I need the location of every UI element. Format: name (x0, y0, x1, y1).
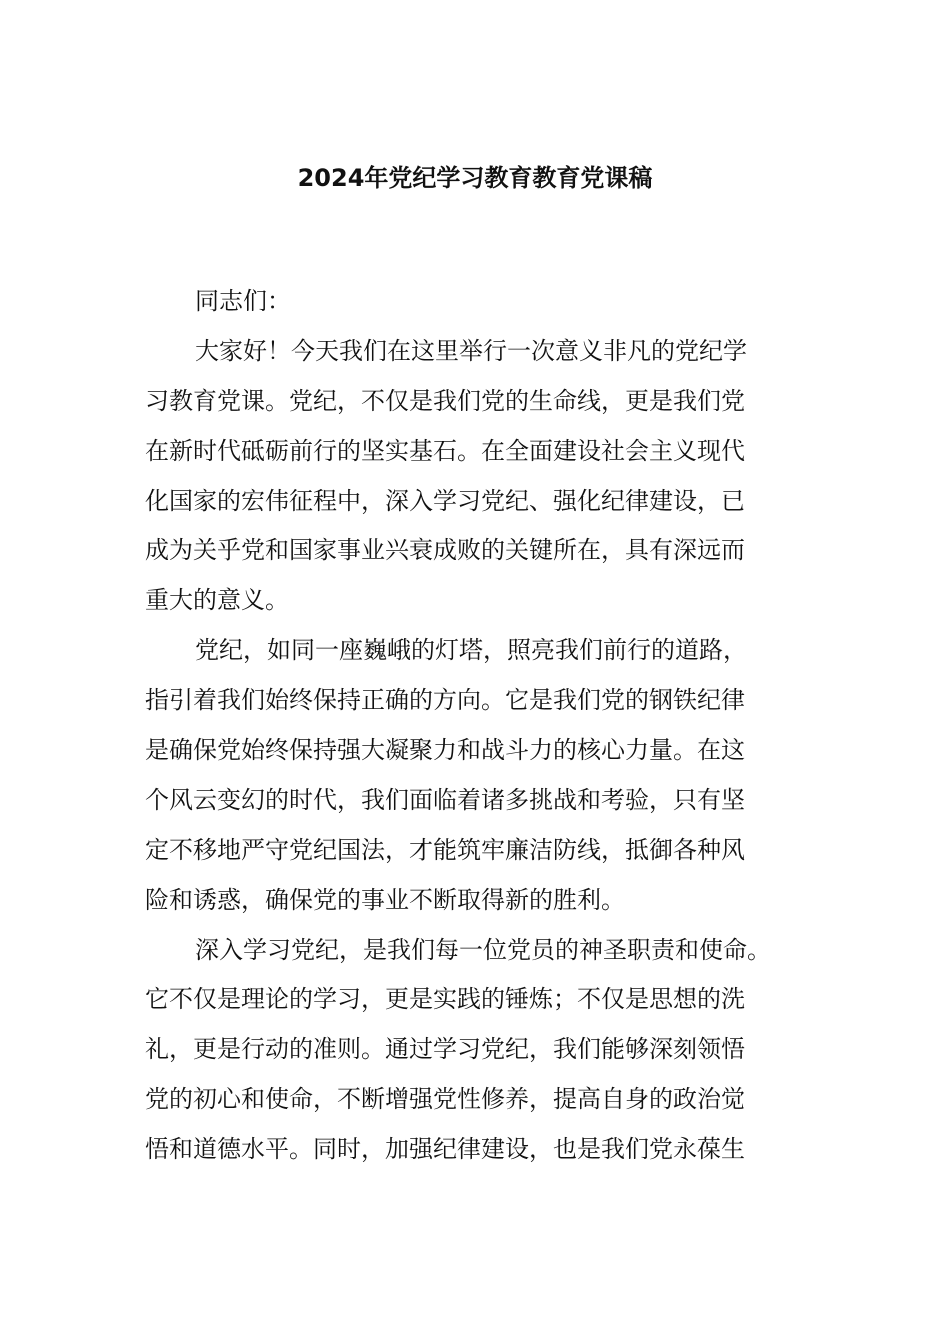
text-line: 深入学习党纪，是我们每一位党员的神圣职责和使命。 (195, 935, 771, 964)
salutation: 同志们： (195, 287, 291, 315)
text-line: 指引着我们始终保持正确的方向。它是我们党的钢铁纪律 (145, 686, 745, 715)
text-line: 习教育党课。党纪，不仅是我们党的生命线，更是我们党 (145, 386, 745, 415)
text-line: 定不移地严守党纪国法，才能筑牢廉洁防线，抵御各种风 (145, 835, 745, 864)
text-line: 重大的意义。 (145, 586, 289, 615)
document-title: 2024年党纪学习教育教育党课稿 (297, 164, 653, 192)
text-line: 党纪，如同一座巍峨的灯塔，照亮我们前行的道路， (195, 636, 747, 665)
text-line: 它不仅是理论的学习，更是实践的锤炼；不仅是思想的洗 (145, 985, 745, 1014)
text-line: 化国家的宏伟征程中，深入学习党纪、强化纪律建设，已 (145, 486, 745, 515)
text-line: 成为关乎党和国家事业兴衰成败的关键所在，具有深远而 (145, 536, 745, 565)
text-line: 悟和道德水平。同时，加强纪律建设，也是我们党永葆生 (145, 1135, 745, 1164)
document-body (145, 277, 835, 1175)
text-line: 党的初心和使命，不断增强党性修养，提高自身的政治觉 (145, 1085, 745, 1114)
text-line: 个风云变幻的时代，我们面临着诸多挑战和考验，只有坚 (145, 785, 745, 814)
paragraph-3 (145, 926, 835, 1175)
text-line: 是确保党始终保持强大凝聚力和战斗力的核心力量。在这 (145, 736, 745, 765)
text-line: 礼，更是行动的准则。通过学习党纪，我们能够深刻领悟 (145, 1035, 745, 1064)
paragraph-2 (145, 626, 835, 925)
text-line: 在新时代砥砺前行的坚实基石。在全面建设社会主义现代 (145, 436, 745, 465)
text-line: 大家好！今天我们在这里举行一次意义非凡的党纪学 (195, 336, 747, 365)
paragraph-1 (145, 327, 835, 626)
text-line: 险和诱惑，确保党的事业不断取得新的胜利。 (145, 885, 625, 914)
